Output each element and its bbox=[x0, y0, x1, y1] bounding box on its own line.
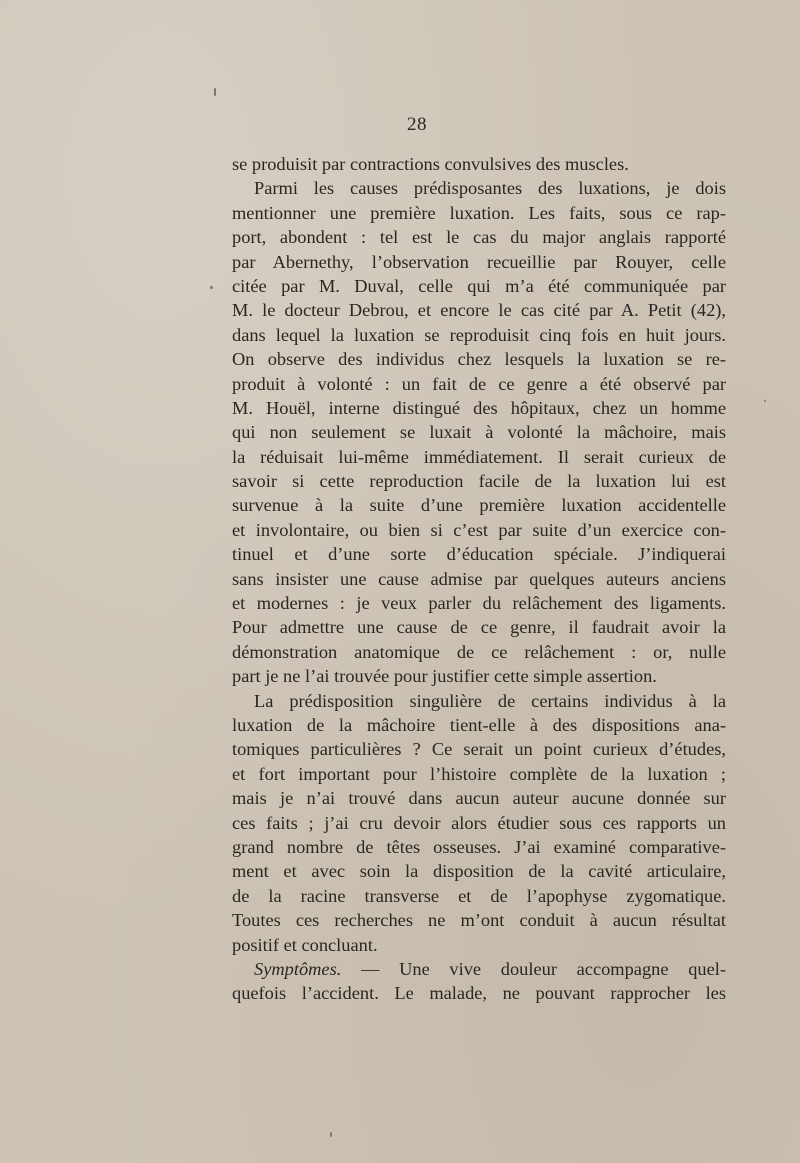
text-line: et fort important pour l’histoire complète de la luxation ; bbox=[232, 763, 726, 784]
text-line: Pour admettre une cause de ce genre, il faudrait avoir la bbox=[232, 617, 726, 638]
text-line: ment et avec soin la disposition de la cavité articulaire, bbox=[232, 861, 726, 882]
text-line: ces faits ; j’ai cru devoir alors étudier sous ces rapports un bbox=[232, 812, 726, 833]
text-line: tinuel et d’une sorte d’éducation spéciale. J’indiquerai bbox=[232, 544, 726, 565]
paper-speck bbox=[764, 400, 766, 402]
text-line: port, abondent : tel est le cas du major anglais rapporté bbox=[232, 227, 726, 248]
paper-speck bbox=[214, 88, 216, 96]
text-line: quefois l’accident. Le malade, ne pouvant rapprocher les bbox=[232, 983, 726, 1004]
text-line: de la racine transverse et de l’apophyse zygomatique. bbox=[232, 885, 726, 906]
text-line: tomiques particulières ? Ce serait un point curieux d’études, bbox=[232, 739, 726, 760]
text-line: et involontaire, ou bien si c’est par suite d’un exercice con- bbox=[232, 519, 726, 540]
text-line: positif et concluant. bbox=[232, 934, 378, 955]
paper-speck bbox=[330, 1132, 332, 1137]
text-line: sans insister une cause admise par quelques auteurs anciens bbox=[232, 568, 726, 589]
body-text bbox=[232, 152, 726, 1006]
text-line-content: — Une vive douleur accompagne quel- bbox=[341, 958, 726, 979]
text-line: On observe des individus chez lesquels la luxation se re- bbox=[232, 349, 726, 370]
text-line: Parmi les causes prédisposantes des luxations, je dois bbox=[254, 178, 726, 199]
text-line: produit à volonté : un fait de ce genre a été observé par bbox=[232, 373, 726, 394]
text-line: démonstration anatomique de ce relâchement : or, nulle bbox=[232, 641, 726, 662]
text-line: M. Houël, interne distingué des hôpitaux, chez un homme bbox=[232, 397, 726, 418]
text-line bbox=[232, 957, 726, 981]
text-line: mais je n’ai trouvé dans aucun auteur aucune donnée sur bbox=[232, 788, 726, 809]
paper-speck bbox=[210, 286, 213, 289]
section-heading: Symptômes. bbox=[254, 958, 342, 979]
text-line: qui non seulement se luxait à volonté la mâchoire, mais bbox=[232, 422, 726, 443]
text-line: grand nombre de têtes osseuses. J’ai examiné comparative- bbox=[232, 836, 726, 857]
text-line: la réduisait lui-même immédiatement. Il serait curieux de bbox=[232, 446, 726, 467]
page-number: 28 bbox=[407, 114, 427, 135]
text-line: part je ne l’ai trouvée pour justifier cette simple assertion. bbox=[232, 666, 657, 687]
text-line: et modernes : je veux parler du relâchement des ligaments. bbox=[232, 593, 726, 614]
text-line: La prédisposition singulière de certains individus à la bbox=[254, 690, 726, 711]
text-line: savoir si cette reproduction facile de la luxation lui est bbox=[232, 471, 726, 492]
text-line: M. le docteur Debrou, et encore le cas cité par A. Petit (42), bbox=[232, 300, 726, 321]
text-line: par Abernethy, l’observation recueillie par Rouyer, celle bbox=[232, 251, 726, 272]
text-line: survenue à la suite d’une première luxation accidentelle bbox=[232, 495, 726, 516]
text-line: dans lequel la luxation se reproduisit cinq fois en huit jours. bbox=[232, 324, 726, 345]
text-line: luxation de la mâchoire tient-elle à des dispositions ana- bbox=[232, 714, 726, 735]
text-line: Toutes ces recherches ne m’ont conduit à aucun résultat bbox=[232, 910, 726, 931]
text-line: citée par M. Duval, celle qui m’a été communiquée par bbox=[232, 275, 726, 296]
text-line: se produisit par contractions convulsives des muscles. bbox=[232, 154, 629, 174]
text-line: mentionner une première luxation. Les faits, sous ce rap- bbox=[232, 202, 726, 223]
